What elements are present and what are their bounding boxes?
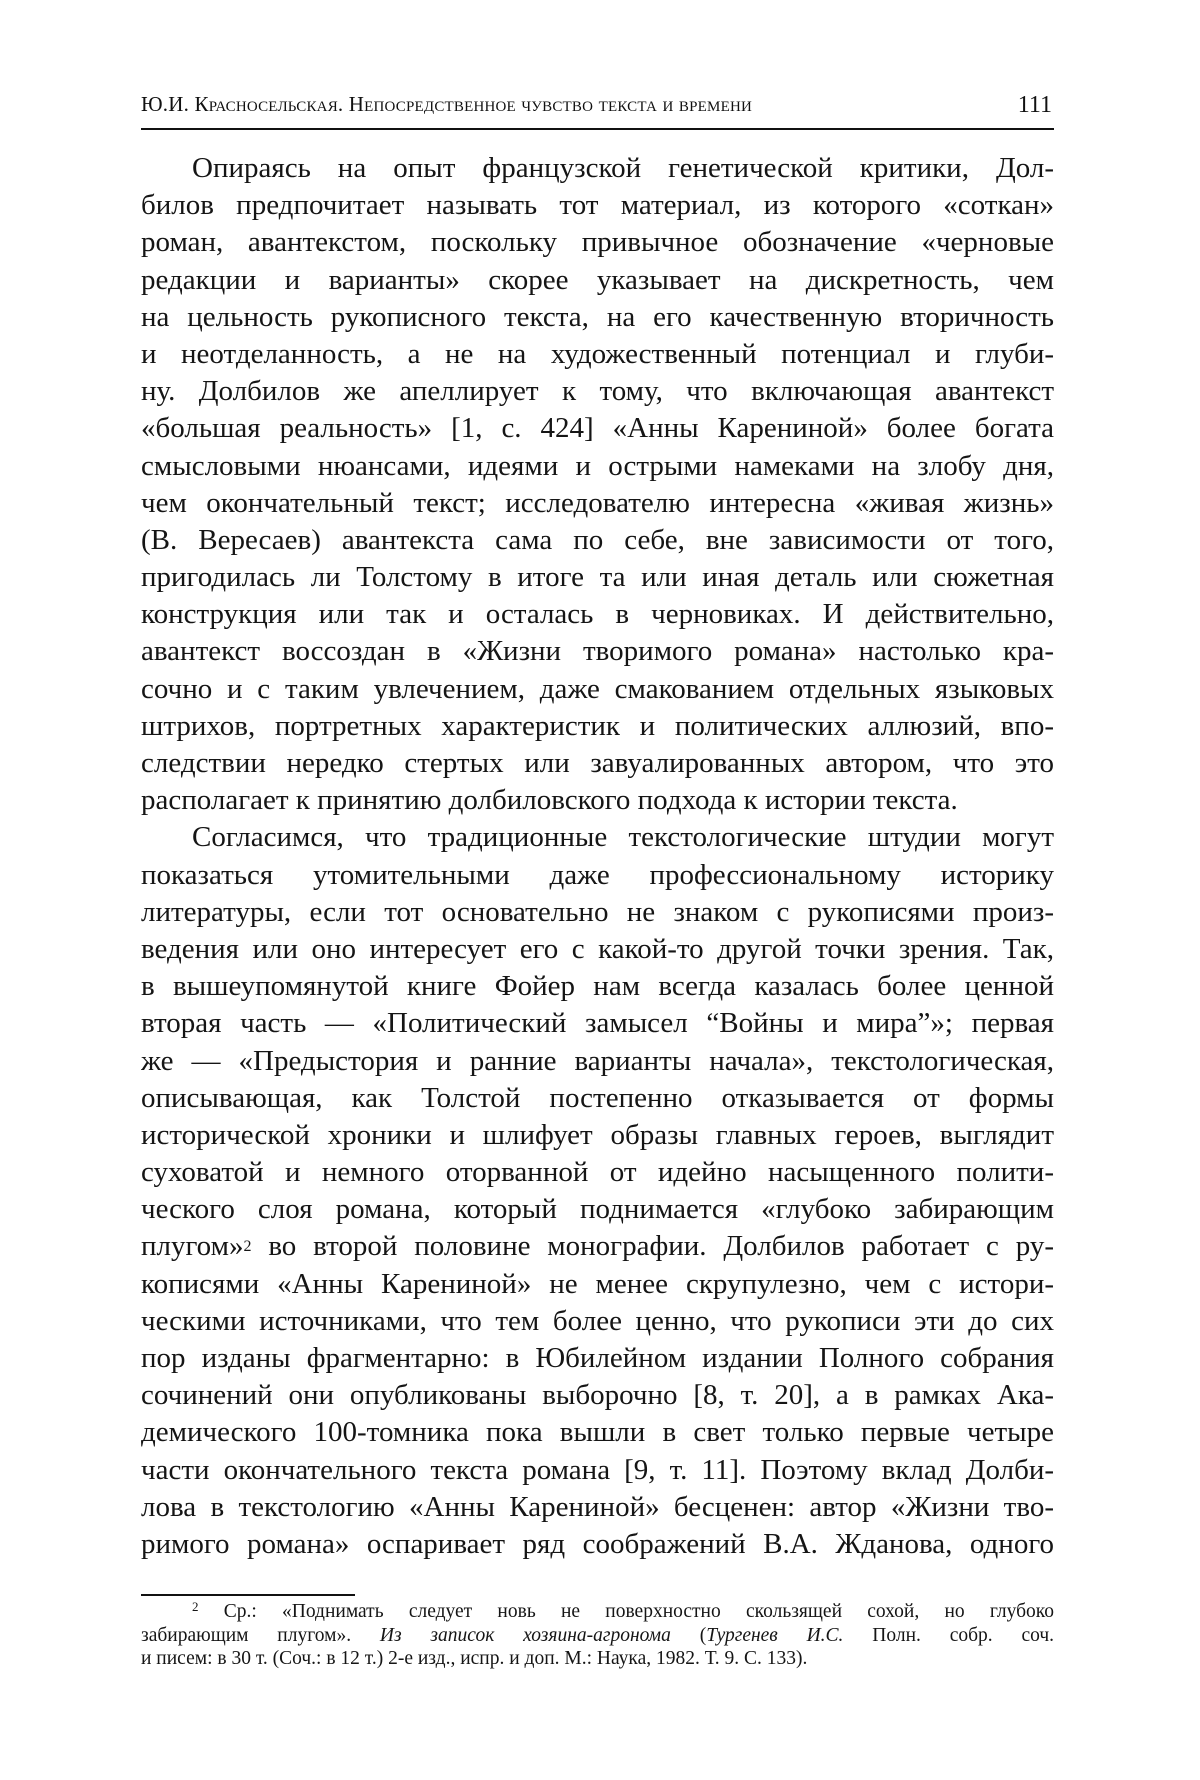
text-line: римого романа» оспаривает ряд соображений В.А. Жданова, одного [141, 1527, 1054, 1560]
text-line: описывающая, как Толстой постепенно отказывается от формы [141, 1081, 1054, 1114]
text-line: ческими источниками, что тем более ценно, что рукописи эти до сих [141, 1304, 1054, 1337]
text-line: располагает к принятию долбиловского подхода к истории текста. [141, 784, 958, 817]
running-header [141, 88, 1054, 130]
text-line: билов предпочитает называть тот материал, из которого «соткан» [141, 189, 1054, 222]
text-line: пор изданы фрагментарно: в Юбилейном издании Полного собрания [141, 1342, 1054, 1374]
text-line: конструкция или так и осталась в черновиках. И действительно, [141, 598, 1054, 631]
text-line: ведения или оно интересует его с какой-то другой точки зрения. Так, [141, 932, 1054, 965]
footnote-source-title: Из записок хозяина-агронома [379, 1624, 671, 1646]
footnote-text: Ср.: «Поднимать следует новь не поверхностно скользящей сохой, но глубоко [223, 1601, 1054, 1622]
footnote-ref[interactable]: 2 [243, 1238, 252, 1256]
paragraph-2 [141, 819, 1054, 1563]
text-line: смысловыми нюансами, идеями и острыми намеками на злобу дня, [141, 449, 1054, 482]
text-line: роман, авантекстом, поскольку привычное обозначение «черновые [141, 226, 1054, 259]
line-rest: во второй половине монографии. Долбилов работает с ру- [268, 1230, 1054, 1263]
text-line: Опираясь на опыт французской генетической критики, Дол- [192, 152, 1054, 184]
text-line: суховатой и немного оторванной от идейно насыщенного полити- [141, 1156, 1054, 1189]
footnote-line: и писем: в 30 т. (Соч.: в 12 т.) 2-е изд., испр. и доп. М.: Наука, 1982. Т. 9. С. 133). [141, 1648, 808, 1670]
text-line: авантекст воссоздан в «Жизни творимого романа» настолько кра- [141, 635, 1054, 668]
text-line: сочно и с таким увлечением, даже смакованием отдельных языковых [141, 672, 1054, 705]
paragraph-1 [141, 150, 1054, 819]
footnote-separator [141, 1594, 355, 1596]
footnote-line [141, 1600, 1054, 1624]
text-line: следствии нередко стертых или завуалированных автором, что это [141, 747, 1054, 779]
text-line: же — «Предыстория и ранние варианты начала», текстологическая, [141, 1044, 1054, 1077]
text-line: сочинений они опубликованы выборочно [8, т. 20], а в рамках Ака- [141, 1379, 1054, 1412]
footnote-text: забирающим плугом». [141, 1624, 352, 1646]
text-line: части окончательного текста романа [9, т. 11]. Поэтому вклад Долби- [141, 1453, 1054, 1486]
text-line: литературы, если тот основательно не знаком с рукописями произ- [141, 895, 1054, 928]
footnote [141, 1600, 1054, 1671]
body-text [141, 150, 1054, 1563]
text-line: на цельность рукописного текста, на его качественную вторичность [141, 300, 1054, 333]
text-line: лова в текстологию «Анны Карениной» бесценен: автор «Жизни тво- [141, 1490, 1054, 1523]
footnote-author: Тургенев И.С. [706, 1624, 844, 1646]
footnote-text: Полн. собр. соч. [872, 1624, 1054, 1646]
text-line: кописями «Анны Карениной» не менее скрупулезно, чем с истори- [141, 1267, 1054, 1300]
text-line: ческого слоя романа, который поднимается «глубоко забирающим [141, 1193, 1054, 1226]
text-line: чем окончательный текст; исследователю интересна «живая жизнь» [141, 486, 1054, 519]
footnote-line [141, 1624, 1054, 1648]
text-line: «большая реальность» [1, с. 424] «Анны Карениной» более богата [141, 412, 1054, 445]
text-line: и неотделанность, а не на художественный потенциал и глуби- [141, 337, 1054, 370]
text-line: исторической хроники и шлифует образы главных героев, выглядит [141, 1118, 1054, 1151]
text-line: показаться утомительными даже профессиональному историку [141, 858, 1054, 891]
text-line: в вышеупомянутой книге Фойер нам всегда казалась более ценной [141, 970, 1054, 1003]
running-title: Ю.И. Красносельская. Непосредственное чувство текста и времени [141, 92, 753, 116]
text-line: (В. Вересаев) авантекста сама по себе, вне зависимости от того, [141, 523, 1054, 556]
footnote-number: 2 [192, 1600, 199, 1614]
text-line-with-footnote-ref [141, 1228, 1054, 1265]
text-line: редакции и варианты» скорее указывает на дискретность, чем [141, 263, 1054, 296]
text-line: штрихов, портретных характеристик и политических аллюзий, впо- [141, 709, 1054, 742]
page-number: 111 [1017, 92, 1052, 118]
footnote-text: ( [699, 1624, 707, 1646]
text-line: Согласимся, что традиционные текстологические штудии могут [192, 821, 1054, 854]
text-line: ну. Долбилов же апеллирует к тому, что включающая авантекст [141, 375, 1054, 408]
line-start: плугом» [141, 1230, 244, 1263]
text-line: вторая часть — «Политический замысел “Войны и мира”»; первая [141, 1007, 1054, 1040]
text-line: пригодилась ли Толстому в итоге та или иная деталь или сюжетная [141, 561, 1054, 594]
text-line: демического 100-томника пока вышли в свет только первые четыре [141, 1416, 1054, 1449]
